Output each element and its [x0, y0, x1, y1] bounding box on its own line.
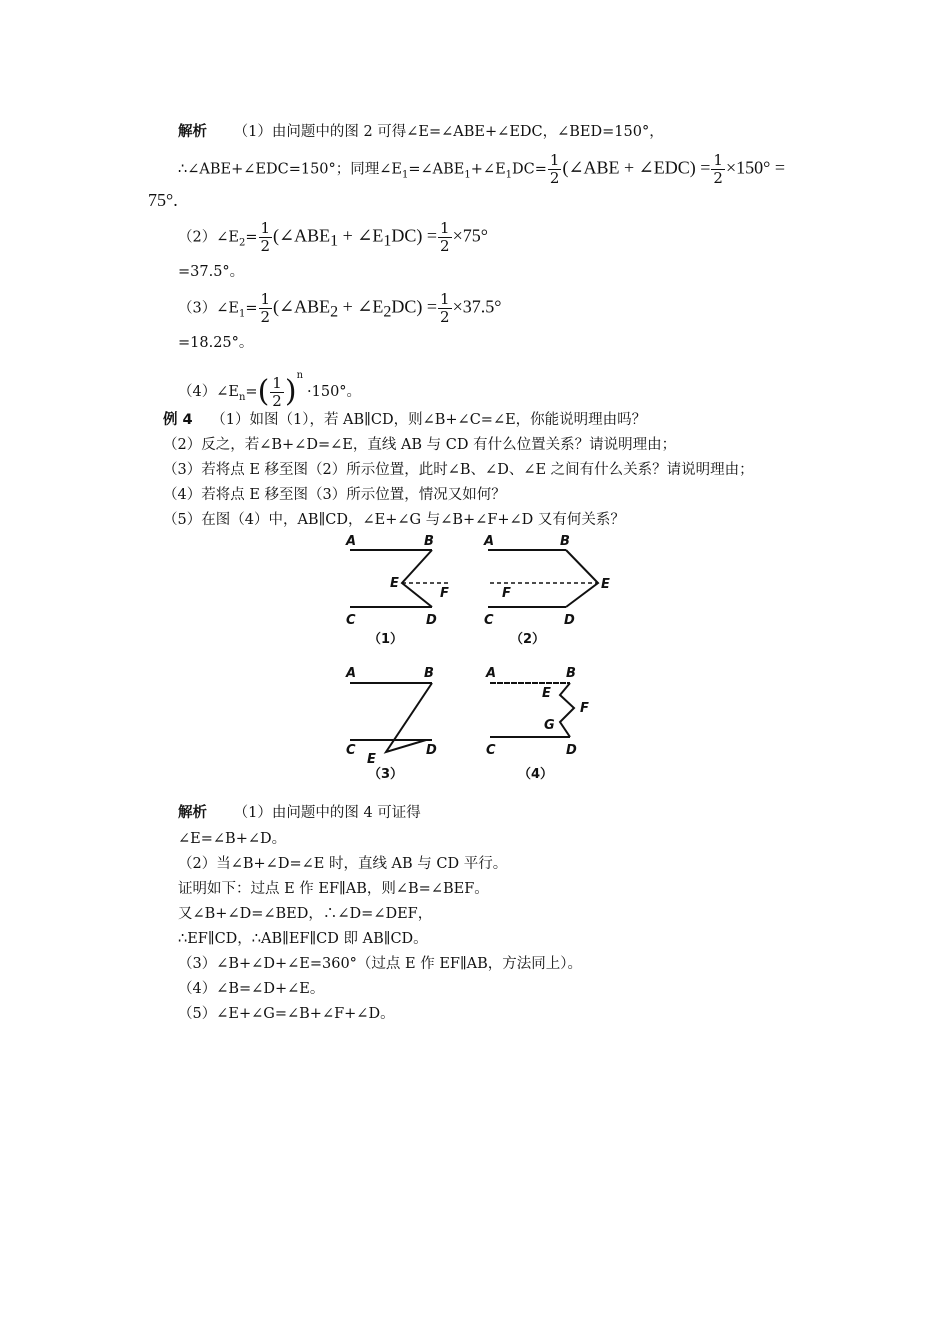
solution-line-2: ∠E=∠B+∠D。	[178, 831, 287, 847]
analysis-part-2: $(2)\angle E_2=$ $\frac{1}{2}$ ($\angle ABE_1$ + $\angle E_1DC$) = $\frac{1}{2}$ ×75°	[178, 219, 488, 255]
fraction-half: $\frac{1}{2}$	[713, 151, 723, 187]
example-4-q1: 例 4 （1）如图（1），若 AB∥CD，则∠B+∠C=∠E，你能说明理由吗？	[163, 412, 647, 428]
example-4-q2: （2）反之，若∠B+∠D=∠E，直线 AB 与 CD 有什么位置关系？请说明理由；	[163, 437, 677, 453]
fig2-label-d: D	[564, 613, 575, 628]
fig3-caption: （3）	[368, 767, 404, 782]
example-4-q4: （4）若将点 E 移至图（3）所示位置，情况又如何？	[163, 487, 506, 503]
analysis-line-1: 解析 （1）由问题中的图 2 可得∠E=∠ABE+∠EDC，∠BED=150°，	[178, 124, 664, 140]
fig4-label-g: G	[544, 718, 555, 733]
fig2-label-e: E	[601, 577, 610, 592]
solution-line-9: （5）∠E+∠G=∠B+∠F+∠D。	[178, 1006, 395, 1022]
analysis-heading: 解析	[178, 124, 207, 140]
example-4-q5: （5）在图（4）中，AB∥CD，∠E+∠G 与∠B+∠F+∠D 又有何关系？	[163, 512, 625, 528]
analysis-part-2-result: =37.5°。	[178, 264, 245, 280]
fig4-caption: （4）	[518, 767, 554, 782]
example-4-q3: （3）若将点 E 移至图（2）所示位置，此时∠B、∠D、∠E 之间有什么关系？请说明理由；	[163, 462, 754, 478]
figure-3	[350, 683, 432, 752]
fig1-label-c: C	[346, 613, 356, 628]
fig1-label-d: D	[426, 613, 437, 628]
solution-heading: 解析	[178, 805, 207, 821]
fig2-caption: （2）	[510, 632, 546, 647]
fraction-half: $\frac{1}{2}$	[260, 290, 271, 326]
figure-1	[350, 550, 448, 607]
fig4-label-f: F	[580, 701, 589, 716]
example-4-heading: 例 4	[163, 412, 193, 428]
analysis-part-3: $(3)\angle E_1=$ $\frac{1}{2}$ ($\angle ABE_2$ + $\angle E_2DC$) = $\frac{1}{2}$ ×37.5°	[178, 290, 502, 326]
geometry-figures	[330, 530, 620, 790]
fig4-label-b: B	[566, 666, 576, 681]
fig3-label-d: D	[426, 743, 437, 758]
fig1-caption: （1）	[368, 632, 404, 647]
fig1-label-a: A	[346, 534, 357, 549]
fraction-half: $\frac{1}{2}$	[272, 373, 282, 410]
fig3-label-e: E	[367, 752, 376, 767]
solution-line-7: （3）∠B+∠D+∠E=360°（过点 E 作 EF∥AB，方法同上）。	[178, 956, 583, 972]
fraction-half: $\frac{1}{2}$	[260, 219, 271, 255]
fig2-label-b: B	[560, 534, 570, 549]
fig4-label-e: E	[542, 686, 551, 701]
solution-line-1: 解析 （1）由问题中的图 4 可证得	[178, 805, 421, 821]
solution-line-5: 又∠B+∠D=∠BED，∴∠D=∠DEF，	[178, 906, 433, 922]
analysis-part-3-result: =18.25°。	[178, 335, 254, 351]
fig3-label-b: B	[424, 666, 434, 681]
figure-4	[490, 683, 574, 737]
analysis-line-3: 75°.	[148, 190, 178, 210]
fig4-label-c: C	[486, 743, 496, 758]
fraction-half: $\frac{1}{2}$	[549, 151, 560, 187]
analysis-line-2: ∴∠ABE+∠EDC=150°；同理$\angle E_1=\angle ABE_1+\angle E_1DC=$ $\frac{1}{2}$ (∠ABE + ∠EDC) = $\frac{1}{2}$ ×150° =	[178, 151, 785, 187]
solution-line-8: （4）∠B=∠D+∠E。	[178, 981, 325, 997]
solution-line-6: ∴EF∥CD，∴AB∥EF∥CD 即 AB∥CD。	[178, 931, 428, 947]
fraction-half: $\frac{1}{2}$	[440, 290, 450, 326]
fig2-label-a: A	[484, 534, 495, 549]
fig1-label-f: F	[440, 586, 449, 601]
solution-line-4: 证明如下：过点 E 作 EF∥AB，则∠B=∠BEF。	[178, 881, 489, 897]
fig2-label-f: F	[502, 586, 511, 601]
fig1-label-e: E	[390, 576, 399, 591]
fraction-half: $\frac{1}{2}$	[440, 219, 450, 255]
fig1-label-b: B	[424, 534, 434, 549]
solution-line-3: （2）当∠B+∠D=∠E 时，直线 AB 与 CD 平行。	[178, 856, 508, 872]
fig4-label-a: A	[486, 666, 497, 681]
fig2-label-c: C	[484, 613, 494, 628]
fig3-label-a: A	[346, 666, 357, 681]
fig4-label-d: D	[566, 743, 577, 758]
analysis-part-4: $(4)\angle E_n=$( $\frac{1}{2}$ )$^n$·150°。	[178, 370, 362, 410]
fig3-label-c: C	[346, 743, 356, 758]
